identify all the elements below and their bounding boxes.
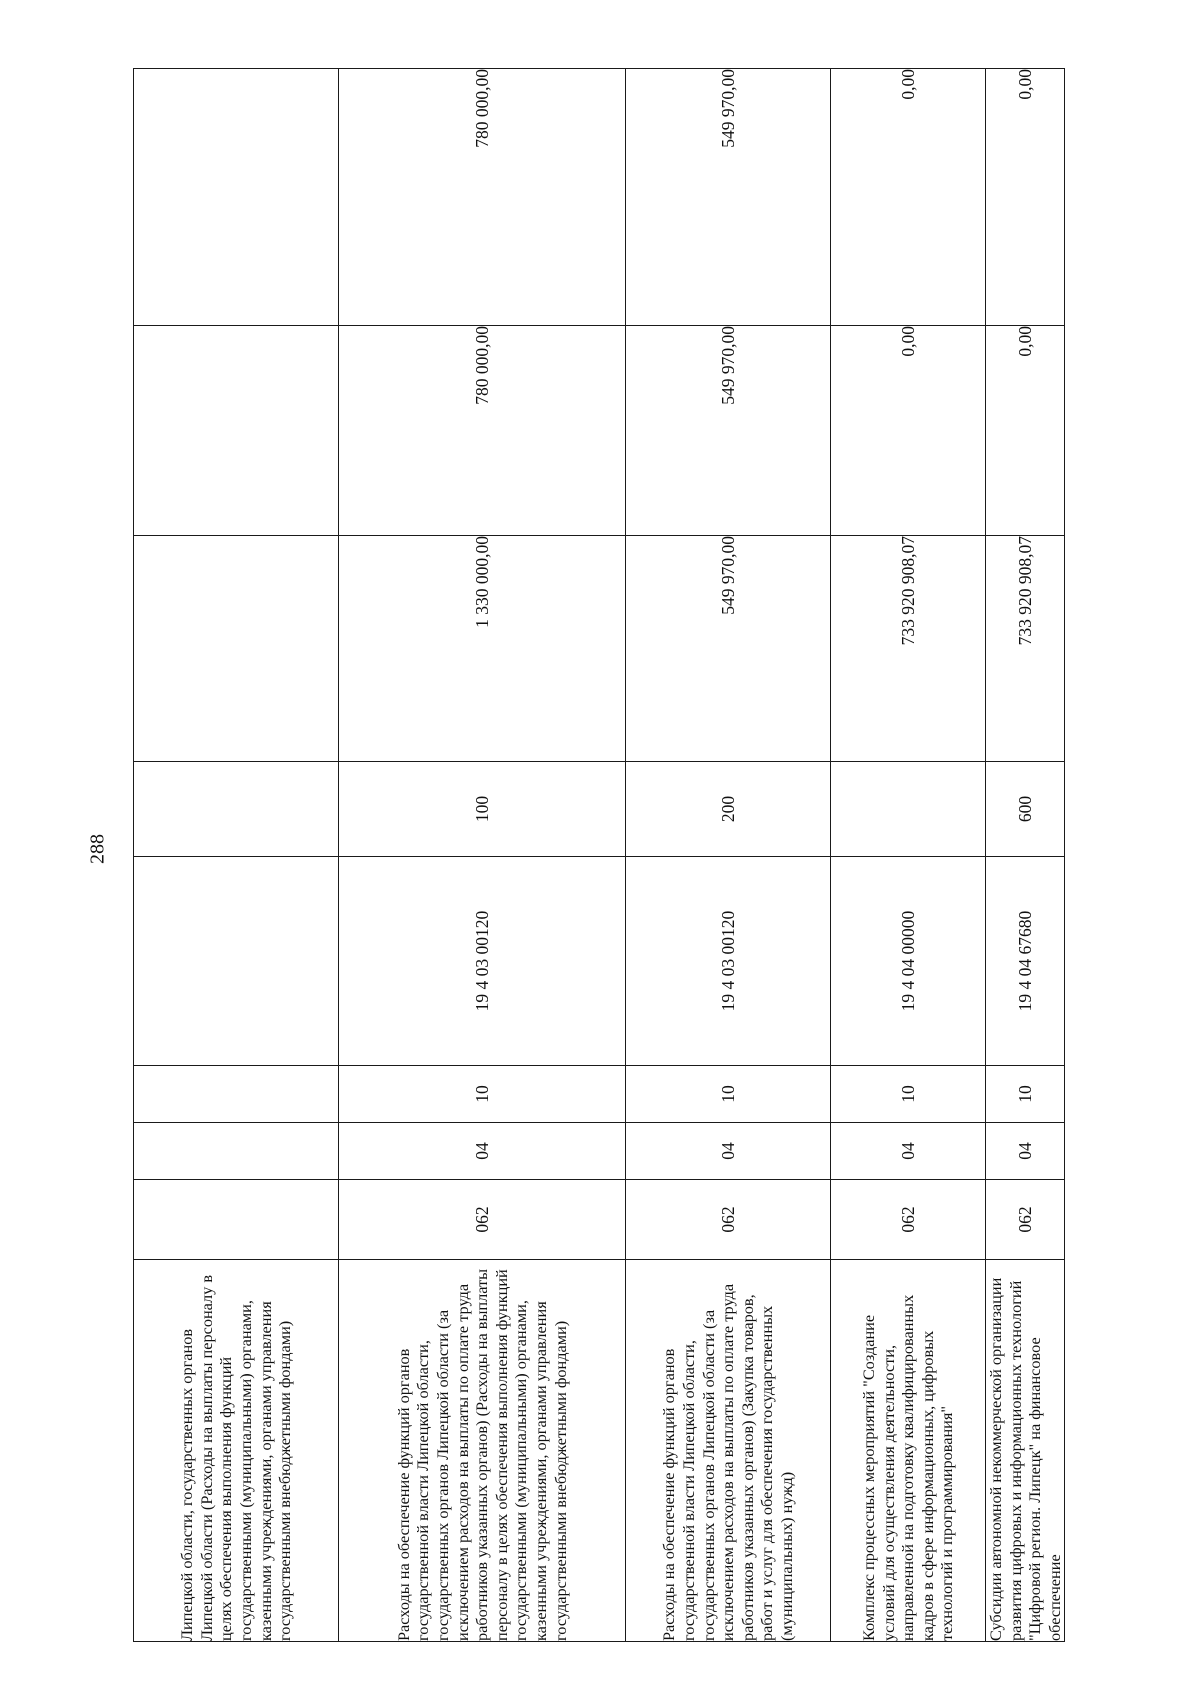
grbs-code bbox=[134, 1180, 339, 1260]
grbs-code: 062 bbox=[831, 1180, 986, 1260]
grbs-code: 062 bbox=[986, 1180, 1065, 1260]
section-code: 04 bbox=[626, 1123, 831, 1180]
amount-3: 780 000,00 bbox=[339, 69, 626, 326]
amount-3: 549 970,00 bbox=[626, 69, 831, 326]
section-code: 04 bbox=[986, 1123, 1065, 1180]
amount-1 bbox=[134, 536, 339, 762]
section-code: 04 bbox=[339, 1123, 626, 1180]
amount-3: 0,00 bbox=[986, 69, 1065, 326]
target-code: 19 4 03 00120 bbox=[339, 857, 626, 1066]
row-name: Субсидии автономной некоммерческой организации развития цифровых и информационных технологий "Цифровой регион. Липецк" на финансовое обеспечение bbox=[986, 1260, 1065, 1642]
amount-3 bbox=[134, 69, 339, 326]
amount-3: 0,00 bbox=[831, 69, 986, 326]
row-name: Расходы на обеспечение функций органов государственной власти Липецкой области, государственных органов Липецкой области (за исключением расходов на выплаты по оплате труда работников указанных органов) (Расходы на выплаты персоналу в целях обеспечения выполнения функций государственными (муниципальными) органами, казенными учреждениями, органами управления государственными внебюджетными фондами) bbox=[339, 1260, 626, 1642]
amount-1: 733 920 908,07 bbox=[986, 536, 1065, 762]
amount-2 bbox=[134, 326, 339, 536]
subsection-code: 10 bbox=[986, 1066, 1065, 1123]
row-name: Липецкой области, государственных органов Липецкой области (Расходы на выплаты персоналу в целях обеспечения выполнения функций государственными (муниципальными) органами, казенными учреждениями, органами управления государственными внебюджетными фондами) bbox=[134, 1260, 339, 1642]
rotated-table-container bbox=[133, 69, 1064, 1642]
subsection-code: 10 bbox=[831, 1066, 986, 1123]
budget-table bbox=[133, 68, 1065, 1642]
row-name: Комплекс процессных мероприятий "Создание условий для осуществления деятельности, направленной на подготовку квалифицированных кадров в сфере информационных, цифровых технологий и программирования" bbox=[831, 1260, 986, 1642]
target-code: 19 4 03 00120 bbox=[626, 857, 831, 1066]
section-code bbox=[134, 1123, 339, 1180]
subsection-code: 10 bbox=[339, 1066, 626, 1123]
expense-type-code bbox=[134, 762, 339, 857]
table-row bbox=[626, 69, 831, 1642]
amount-1: 733 920 908,07 bbox=[831, 536, 986, 762]
target-code: 19 4 04 67680 bbox=[986, 857, 1065, 1066]
amount-2: 0,00 bbox=[986, 326, 1065, 536]
subsection-code bbox=[134, 1066, 339, 1123]
table-row bbox=[986, 69, 1065, 1642]
amount-2: 780 000,00 bbox=[339, 326, 626, 536]
grbs-code: 062 bbox=[339, 1180, 626, 1260]
expense-type-code bbox=[831, 762, 986, 857]
section-code: 04 bbox=[831, 1123, 986, 1180]
amount-2: 549 970,00 bbox=[626, 326, 831, 536]
expense-type-code: 100 bbox=[339, 762, 626, 857]
target-code: 19 4 04 00000 bbox=[831, 857, 986, 1066]
table-row bbox=[134, 69, 339, 1642]
row-name: Расходы на обеспечение функций органов государственной власти Липецкой области, государственных органов Липецкой области (за исключением расходов на выплаты по оплате труда работников указанных органов) (Закупка товаров, работ и услуг для обеспечения государственных (муниципальных) нужд) bbox=[626, 1260, 831, 1642]
expense-type-code: 200 bbox=[626, 762, 831, 857]
grbs-code: 062 bbox=[626, 1180, 831, 1260]
target-code bbox=[134, 857, 339, 1066]
table-row bbox=[339, 69, 626, 1642]
table-row bbox=[831, 69, 986, 1642]
expense-type-code: 600 bbox=[986, 762, 1065, 857]
subsection-code: 10 bbox=[626, 1066, 831, 1123]
amount-1: 1 330 000,00 bbox=[339, 536, 626, 762]
page-number: 288 bbox=[86, 834, 109, 864]
amount-1: 549 970,00 bbox=[626, 536, 831, 762]
amount-2: 0,00 bbox=[831, 326, 986, 536]
